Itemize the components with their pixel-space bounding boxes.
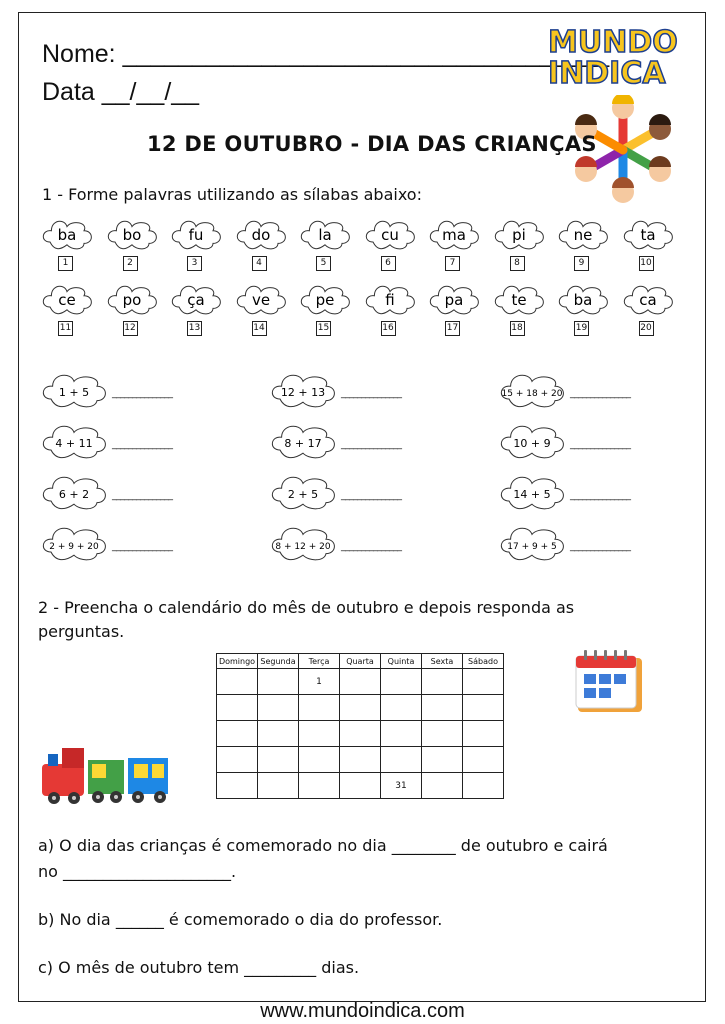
calendar-cell[interactable] [422,773,463,799]
combo-expression: 17 + 9 + 5 [507,542,557,552]
syllable-text: ta [639,226,656,244]
syllable-text: ce [58,291,76,309]
date-field-label: Data __/__/__ [42,78,200,106]
answer-blank[interactable]: _______________ [341,439,401,450]
syllable-number: 17 [445,321,460,336]
syllable-number: 5 [316,256,331,271]
syllable-text: bo [122,226,141,244]
syllable-text: ça [187,291,205,309]
cloud-shape [427,283,481,317]
page-title: 12 DE OUTUBRO - DIA DAS CRIANÇAS [147,132,597,156]
combo-expression: 15 + 18 + 20 [501,389,563,399]
cloud-shape [40,283,94,317]
syllable-text: cu [380,226,399,244]
syllable-text: fu [188,226,204,244]
syllable-number: 20 [639,321,654,336]
calendar-day-header: Quinta [381,654,422,669]
syllable-card [427,283,481,333]
syllable-number: 14 [252,321,267,336]
calendar-cell[interactable] [258,669,299,695]
combo-expression: 10 + 9 [513,437,551,450]
calendar-day-header: Sexta [422,654,463,669]
syllable-text: do [251,226,270,244]
syllable-text: fi [384,291,395,309]
calendar-icon [574,648,646,714]
calendar-cell[interactable] [463,669,504,695]
calendar-cell-first-day[interactable]: 1 [299,669,340,695]
cloud-shape [169,283,223,317]
calendar-cell[interactable] [217,747,258,773]
combo-expression: 4 + 11 [55,437,93,450]
combo-expression: 8 + 17 [284,437,322,450]
cloud-shape [40,372,108,412]
syllable-card [363,283,417,333]
calendar-cell[interactable] [422,669,463,695]
answer-blank[interactable]: _______________ [341,388,401,399]
combo-item [269,525,401,569]
answer-blank[interactable]: _______________ [112,541,172,552]
syllable-text: te [510,291,527,309]
cloud-shape [492,283,546,317]
calendar-cell[interactable] [381,695,422,721]
syllable-number: 3 [187,256,202,271]
calendar-cell[interactable] [258,773,299,799]
cloud-shape [40,474,108,514]
calendar-day-header: Quarta [340,654,381,669]
combo-expression: 6 + 2 [58,488,90,501]
combo-item [40,525,172,569]
cloud-shape [105,283,159,317]
answer-blank[interactable]: _______________ [112,490,172,501]
syllable-text: ca [638,291,657,309]
calendar-cell[interactable] [217,773,258,799]
syllable-card [298,218,352,268]
cloud-shape [498,423,566,463]
syllable-number: 8 [510,256,525,271]
syllable-card [621,218,675,268]
calendar-day-header: Segunda [258,654,299,669]
syllable-text: ve [251,291,270,309]
cloud-shape [298,218,352,252]
syllable-card [621,283,675,333]
answer-blank[interactable]: _______________ [570,490,630,501]
toy-train-icon [40,742,172,806]
syllable-card [492,218,546,268]
calendar-day-header: Terça [299,654,340,669]
syllable-card [298,283,352,333]
syllable-number: 2 [123,256,138,271]
syllable-text: la [318,226,332,244]
calendar-cell[interactable] [340,721,381,747]
syllable-number: 16 [381,321,396,336]
cloud-shape [269,423,337,463]
answer-blank[interactable]: _______________ [570,388,630,399]
calendar-cell[interactable] [217,669,258,695]
calendar-cell[interactable] [381,721,422,747]
syllable-text: ne [573,226,593,244]
calendar-day-header: Sábado [463,654,504,669]
calendar-cell[interactable] [463,695,504,721]
answer-blank[interactable]: _______________ [341,541,401,552]
cloud-shape [556,283,610,317]
syllable-text: pe [315,291,335,309]
exercise1-instruction: 1 - Forme palavras utilizando as sílabas abaixo: [42,185,422,204]
calendar-cell[interactable] [258,695,299,721]
syllable-number: 10 [639,256,654,271]
calendar-cell[interactable] [258,747,299,773]
calendar-cell[interactable] [299,747,340,773]
combo-item [40,423,172,467]
answer-blank[interactable]: _______________ [112,388,172,399]
calendar-cell[interactable] [340,669,381,695]
syllable-text: ba [573,291,593,309]
answer-blank[interactable]: _______________ [341,490,401,501]
combo-item [269,423,401,467]
syllable-card [105,283,159,333]
syllable-card [363,218,417,268]
cloud-shape [498,474,566,514]
cloud-shape [40,218,94,252]
cloud-shape [363,283,417,317]
calendar-cell[interactable] [299,721,340,747]
cloud-shape [269,372,337,412]
calendar-cell[interactable] [422,721,463,747]
cloud-shape [40,525,108,565]
exercise2-instruction-line2: perguntas. [38,622,125,641]
cloud-shape [492,218,546,252]
calendar-day-header: Domingo [217,654,258,669]
syllable-card [40,283,94,333]
cloud-shape [269,474,337,514]
calendar-cell[interactable] [340,695,381,721]
calendar-cell[interactable] [340,747,381,773]
calendar-cell[interactable] [217,721,258,747]
cloud-shape [427,218,481,252]
syllable-number: 4 [252,256,267,271]
combo-item [269,474,401,518]
syllable-text: po [122,291,141,309]
syllable-card [556,218,610,268]
combo-expression: 8 + 12 + 20 [275,542,331,552]
cloud-shape [298,283,352,317]
combo-expression: 12 + 13 [280,386,326,399]
combo-expression: 1 + 5 [58,386,90,399]
question-a-line2: no _____________________. [38,862,237,881]
calendar-cell[interactable] [299,695,340,721]
cloud-shape [621,218,675,252]
calendar-cell[interactable] [463,747,504,773]
syllable-number: 18 [510,321,525,336]
calendar-cell-last-day[interactable]: 31 [381,773,422,799]
question-b: b) No dia ______ é comemorado o dia do professor. [38,910,443,929]
syllable-card [492,283,546,333]
syllable-number: 9 [574,256,589,271]
syllable-card [40,218,94,268]
combo-expression: 2 + 5 [287,488,319,501]
syllable-text: pi [511,226,526,244]
cloud-shape [498,525,566,565]
cloud-shape [169,218,223,252]
syllable-text: ba [57,226,77,244]
syllable-card [234,218,288,268]
syllable-number: 1 [58,256,73,271]
combo-item [269,372,401,416]
syllable-card [234,283,288,333]
calendar-cell[interactable] [217,695,258,721]
answer-blank[interactable]: _______________ [570,439,630,450]
syllable-number: 12 [123,321,138,336]
syllable-text: pa [444,291,464,309]
calendar-cell[interactable] [463,721,504,747]
cloud-shape [269,525,337,565]
october-calendar [216,653,504,799]
combo-item [498,423,630,467]
question-a-line1: a) O dia das crianças é comemorado no dia ________ de outubro e cairá [38,836,608,855]
cloud-shape [234,283,288,317]
calendar-cell[interactable] [422,695,463,721]
syllable-card [105,218,159,268]
syllable-number: 11 [58,321,73,336]
logo-line2: INDICA [548,56,666,91]
syllable-card [169,218,223,268]
name-field-label: Nome: ___________________________________ [42,40,610,68]
cloud-shape [498,372,566,412]
syllable-number: 6 [381,256,396,271]
combo-item [40,372,172,416]
footer-url[interactable]: www.mundoindica.com [260,1000,465,1022]
answer-blank[interactable]: _______________ [112,439,172,450]
syllable-number: 7 [445,256,460,271]
combo-expression: 14 + 5 [513,488,551,501]
syllable-card [556,283,610,333]
combo-item [40,474,172,518]
cloud-shape [40,423,108,463]
syllable-number: 15 [316,321,331,336]
syllable-number: 19 [574,321,589,336]
calendar-cell[interactable] [340,773,381,799]
calendar-cell[interactable] [422,747,463,773]
question-c: c) O mês de outubro tem _________ dias. [38,958,360,977]
combo-expression: 2 + 9 + 20 [49,542,99,552]
cloud-shape [234,218,288,252]
logo-line1: MUNDO [548,25,678,60]
syllable-number: 13 [187,321,202,336]
combo-item [498,372,630,416]
calendar-cell[interactable] [381,747,422,773]
syllable-card [427,218,481,268]
cloud-shape [363,218,417,252]
syllable-text: ma [442,226,466,244]
answer-blank[interactable]: _______________ [570,541,630,552]
cloud-shape [105,218,159,252]
mundo-indica-logo [548,25,698,98]
cloud-shape [556,218,610,252]
calendar-cell[interactable] [299,773,340,799]
combo-item [498,525,630,569]
exercise2-instruction-line1: 2 - Preencha o calendário do mês de outubro e depois responda as [38,598,575,617]
combo-item [498,474,630,518]
calendar-cell[interactable] [463,773,504,799]
calendar-cell[interactable] [381,669,422,695]
cloud-shape [621,283,675,317]
syllable-card [169,283,223,333]
calendar-cell[interactable] [258,721,299,747]
